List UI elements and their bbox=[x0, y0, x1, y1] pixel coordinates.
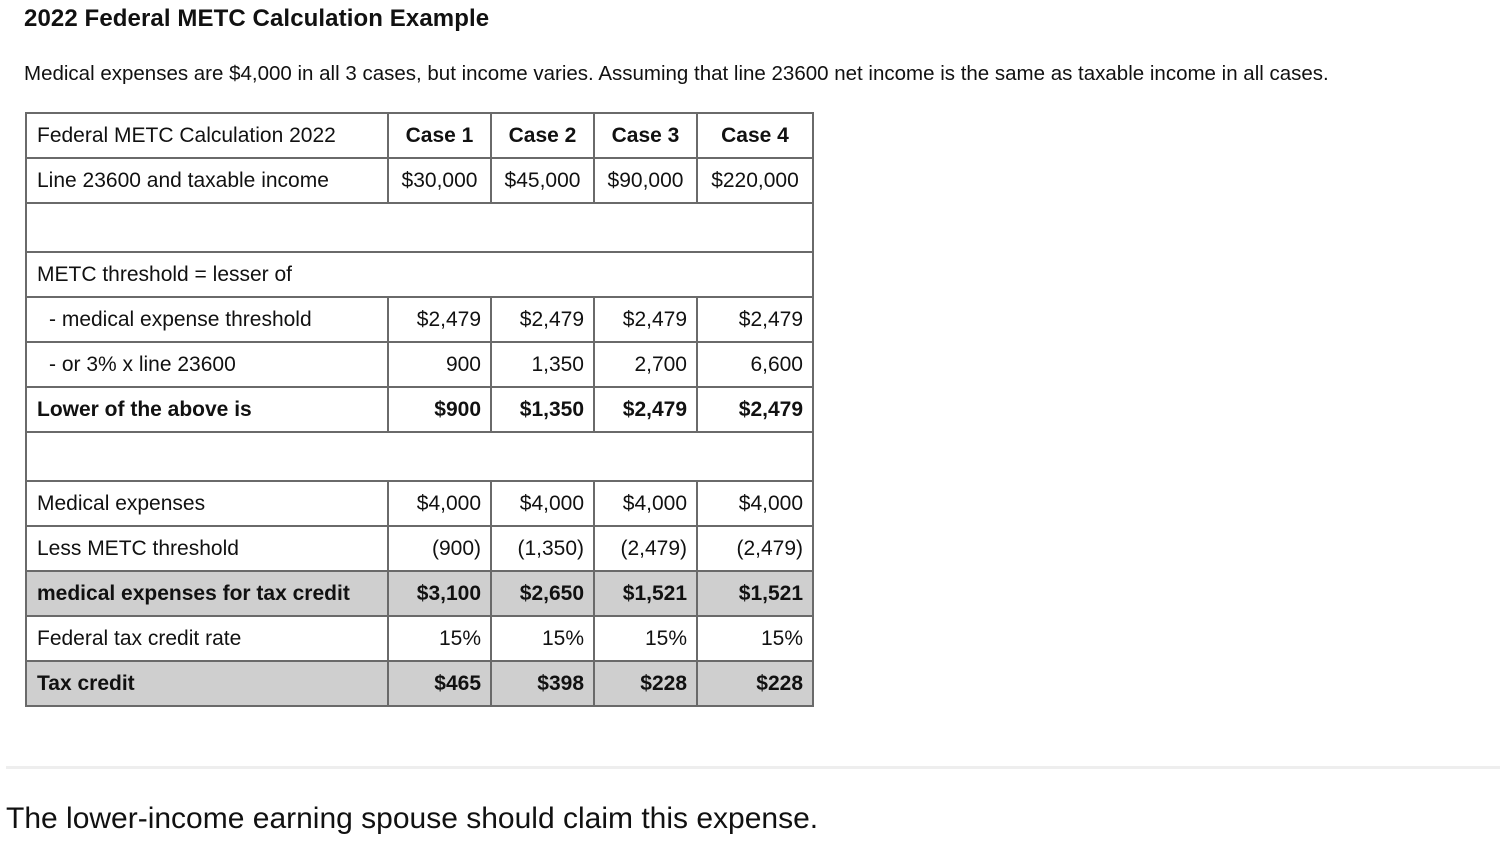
cell-case-4: 6,600 bbox=[697, 342, 813, 387]
column-header-case-4: Case 4 bbox=[697, 113, 813, 158]
table-row-threshold-heading bbox=[26, 252, 813, 297]
section-divider bbox=[6, 766, 1500, 769]
conclusion-text: The lower-income earning spouse should claim this expense. bbox=[6, 802, 819, 835]
cell-case-2: (1,350) bbox=[491, 526, 594, 571]
cell-case-3: $90,000 bbox=[594, 158, 697, 203]
page-title: 2022 Federal METC Calculation Example bbox=[24, 5, 490, 32]
cell-case-4: $2,479 bbox=[697, 297, 813, 342]
table-row-credit-rate bbox=[26, 616, 813, 661]
cell-case-3: $2,479 bbox=[594, 297, 697, 342]
cell-case-3: $2,479 bbox=[594, 387, 697, 432]
cell-case-3: $1,521 bbox=[594, 571, 697, 616]
spacer-cell bbox=[26, 203, 813, 252]
cell-case-1: $465 bbox=[388, 661, 491, 706]
cell-case-3: 15% bbox=[594, 616, 697, 661]
intro-text: Medical expenses are $4,000 in all 3 cases, but income varies. Assuming that line 23600 net income is the same as taxable income in all cases. bbox=[24, 62, 1329, 85]
row-label: Federal tax credit rate bbox=[26, 616, 388, 661]
table-row-tax-credit bbox=[26, 661, 813, 706]
cell-case-1: 15% bbox=[388, 616, 491, 661]
table-row-spacer bbox=[26, 203, 813, 252]
cell-case-1: 900 bbox=[388, 342, 491, 387]
cell-case-4: $4,000 bbox=[697, 481, 813, 526]
spacer-cell bbox=[26, 432, 813, 481]
cell-case-4: $228 bbox=[697, 661, 813, 706]
row-label: Less METC threshold bbox=[26, 526, 388, 571]
cell-case-1: $4,000 bbox=[388, 481, 491, 526]
cell-case-1: $30,000 bbox=[388, 158, 491, 203]
row-label: Medical expenses bbox=[26, 481, 388, 526]
cell-case-4: $1,521 bbox=[697, 571, 813, 616]
cell-case-4: 15% bbox=[697, 616, 813, 661]
table-row-three-percent bbox=[26, 342, 813, 387]
cell-case-1: $900 bbox=[388, 387, 491, 432]
cell-case-3: (2,479) bbox=[594, 526, 697, 571]
cell-case-4: $2,479 bbox=[697, 387, 813, 432]
cell-case-2: 1,350 bbox=[491, 342, 594, 387]
table-header-label: Federal METC Calculation 2022 bbox=[26, 113, 388, 158]
cell-case-2: $1,350 bbox=[491, 387, 594, 432]
row-label: Lower of the above is bbox=[26, 387, 388, 432]
row-label: - or 3% x line 23600 bbox=[26, 342, 388, 387]
table-row-medical-threshold bbox=[26, 297, 813, 342]
cell-case-2: $2,479 bbox=[491, 297, 594, 342]
cell-case-2: $45,000 bbox=[491, 158, 594, 203]
cell-case-4: $220,000 bbox=[697, 158, 813, 203]
column-header-case-2: Case 2 bbox=[491, 113, 594, 158]
cell-case-2: $4,000 bbox=[491, 481, 594, 526]
cell-case-4: (2,479) bbox=[697, 526, 813, 571]
cell-case-2: $2,650 bbox=[491, 571, 594, 616]
table-row-eligible-expenses bbox=[26, 571, 813, 616]
row-label: medical expenses for tax credit bbox=[26, 571, 388, 616]
metc-calculation-table bbox=[25, 112, 814, 707]
table-row-income bbox=[26, 158, 813, 203]
row-label: Line 23600 and taxable income bbox=[26, 158, 388, 203]
table-header-row bbox=[26, 113, 813, 158]
cell-case-1: $3,100 bbox=[388, 571, 491, 616]
threshold-heading: METC threshold = lesser of bbox=[26, 252, 813, 297]
row-label: - medical expense threshold bbox=[26, 297, 388, 342]
cell-case-2: 15% bbox=[491, 616, 594, 661]
column-header-case-3: Case 3 bbox=[594, 113, 697, 158]
cell-case-3: $228 bbox=[594, 661, 697, 706]
table-row-spacer bbox=[26, 432, 813, 481]
cell-case-1: (900) bbox=[388, 526, 491, 571]
cell-case-3: 2,700 bbox=[594, 342, 697, 387]
column-header-case-1: Case 1 bbox=[388, 113, 491, 158]
cell-case-2: $398 bbox=[491, 661, 594, 706]
cell-case-3: $4,000 bbox=[594, 481, 697, 526]
table-row-medical-expenses bbox=[26, 481, 813, 526]
table-row-less-threshold bbox=[26, 526, 813, 571]
row-label: Tax credit bbox=[26, 661, 388, 706]
cell-case-1: $2,479 bbox=[388, 297, 491, 342]
table-row-lower bbox=[26, 387, 813, 432]
